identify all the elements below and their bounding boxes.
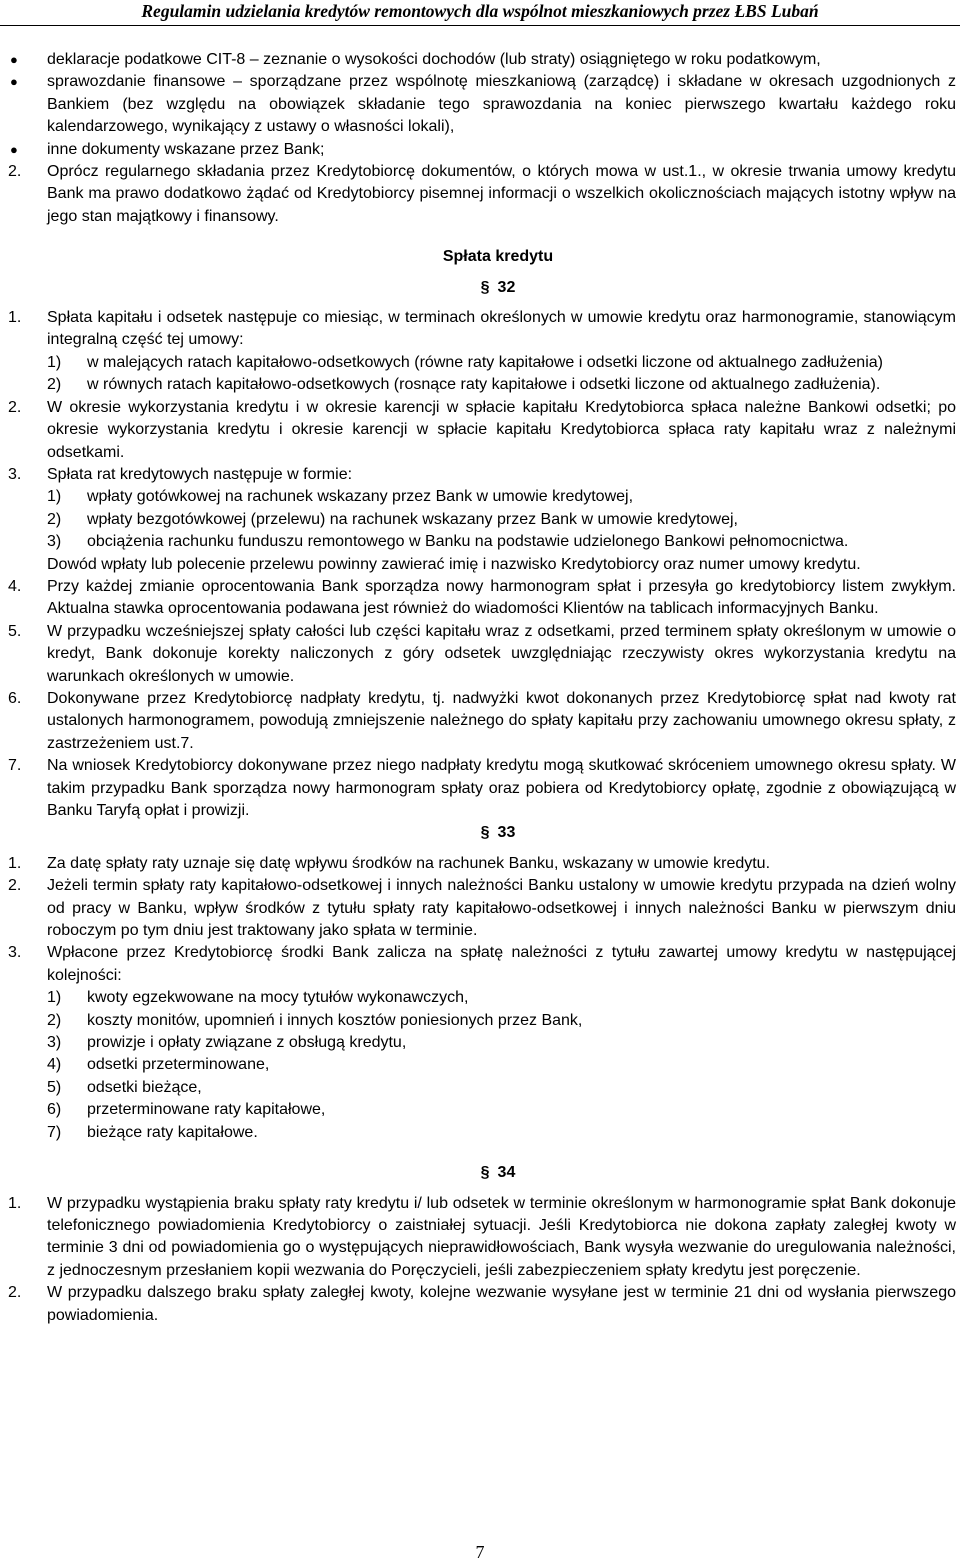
item-marker: 2. <box>8 1284 22 1302</box>
sub-item <box>0 1010 956 1032</box>
numbered-item <box>0 464 956 486</box>
section-sign-icon: § <box>480 278 490 296</box>
sub-item <box>0 1122 956 1144</box>
bullet-icon: ● <box>10 52 18 67</box>
item-text: Spłata rat kredytowych następuje w formie: <box>47 465 353 483</box>
sub-item-marker: 2) <box>47 376 62 394</box>
item-text: Za datę spłaty raty uznaje się datę wpływu środków na rachunek Banku, wskazany w umowie kredytu. <box>47 854 771 872</box>
bullet-icon: ● <box>10 74 18 90</box>
numbered-item <box>0 875 956 942</box>
numbered-item <box>0 755 956 822</box>
item-text: W przypadku wcześniejszej spłaty całości lub części kapitału wraz z odsetkami, przed terminem spłaty określonym w umowie o kredyt, Bank dokonuje korekty naliczonych z góry odsetek uwzględniając rzeczywisty okres wykorzystania kredytu na warunkach określonych w umowie. <box>47 622 956 685</box>
bullet-item <box>0 139 956 161</box>
section-sign-icon: § <box>480 824 490 842</box>
numbered-item <box>0 1282 956 1327</box>
item-marker: 2. <box>8 877 22 895</box>
item-marker: 3. <box>8 465 22 483</box>
sub-item-marker: 2) <box>47 1011 62 1029</box>
numbered-item <box>0 688 956 755</box>
numbered-item <box>0 853 956 875</box>
numbered-item <box>0 1193 956 1283</box>
bullet-text: deklaracje podatkowe CIT-8 – zeznanie o wysokości dochodów (lub straty) osiągniętego w roku podatkowym, <box>47 51 821 68</box>
item-marker: 7. <box>8 757 22 775</box>
sub-item <box>0 531 956 553</box>
section-sign-icon: § <box>480 1164 490 1182</box>
paragraph-number: 32 <box>497 278 516 296</box>
item-marker: 3. <box>8 944 22 962</box>
sub-item-marker: 1) <box>47 989 62 1007</box>
sub-item <box>0 1077 956 1099</box>
item-marker: 1. <box>8 309 22 327</box>
sub-item <box>0 374 956 396</box>
document-header <box>0 0 960 26</box>
item-text: Spłata kapitału i odsetek następuje co miesiąc, w terminach określonych w umowie kredytu oraz harmonogramie, stanowiącym integralną część tej umowy: <box>47 309 956 349</box>
sub-item-marker: 1) <box>47 353 62 371</box>
item-note: Dowód wpłaty lub polecenie przelewu powinny zawierać imię i nazwisko Kredytobiorcy oraz numer umowy kredytu. <box>47 555 861 573</box>
item-marker: 1. <box>8 854 22 872</box>
sub-item-text: koszty monitów, upomnień i innych kosztów poniesionych przez Bank, <box>87 1011 583 1029</box>
sub-item-marker: 5) <box>47 1078 62 1096</box>
sub-item <box>0 1099 956 1121</box>
sub-item <box>0 352 956 374</box>
paragraph-number-33 <box>0 822 956 844</box>
sub-item-text: kwoty egzekwowane na mocy tytułów wykonawczych, <box>87 989 469 1007</box>
numbered-item <box>0 942 956 987</box>
paragraph-number-34 <box>0 1162 956 1184</box>
item-marker: 5. <box>8 622 22 640</box>
numbered-item <box>0 161 956 228</box>
sub-item-marker: 6) <box>47 1101 62 1119</box>
section-title: Spłata kredytu <box>442 248 554 266</box>
paragraph-number: 33 <box>497 824 516 842</box>
sub-item-text: w malejących ratach kapitałowo-odsetkowych (równe raty kapitałowe i odsetki liczone od aktualnego zadłużenia) <box>87 353 883 371</box>
document-body <box>0 49 956 1327</box>
item-text: Przy każdej zmianie oprocentowania Bank sporządza nowy harmonogram spłat i przesyła go kredytobiorcy listem zwykłym. Aktualna stawka oprocentowania podawana jest również do wiadomości Klientów na tablicach informacyjnych Banku. <box>47 577 956 618</box>
item-marker: 6. <box>8 689 22 707</box>
sub-item-text: bieżące raty kapitałowe. <box>87 1123 258 1141</box>
item-text: Oprócz regularnego składania przez Kredytobiorcę dokumentów, o których mowa w ust.1., w okresie trwania umowy kredytu Bank ma prawo dodatkowo żądać od Kredytobiorcy pisemnej informacji o wszelkich okolicznościach mających istotny wpływ na jego stan majątkowy i finansowy. <box>47 163 956 225</box>
sub-item-marker: 3) <box>47 533 62 551</box>
sub-item-text: prowizje i opłaty związane z obsługą kredytu, <box>87 1034 407 1052</box>
paragraph-number: 34 <box>497 1164 516 1182</box>
sub-item-marker: 4) <box>47 1056 62 1074</box>
sub-item-marker: 3) <box>47 1034 62 1052</box>
item-marker: 1. <box>8 1194 22 1212</box>
sub-item-text: wpłaty gotówkowej na rachunek wskazany przez Bank w umowie kredytowej, <box>87 488 634 506</box>
numbered-item <box>0 307 956 352</box>
numbered-item <box>0 576 956 621</box>
sub-item-marker: 7) <box>47 1123 62 1141</box>
sub-item-text: obciążenia rachunku funduszu remontowego w Banku na podstawie udzielonego Bankowi pełnomocnictwa. <box>87 533 849 551</box>
bullet-text: inne dokumenty wskazane przez Bank; <box>47 140 325 158</box>
item-marker: 4. <box>8 577 22 595</box>
header-title: Regulamin udzielania kredytów remontowych dla wspólnot mieszkaniowych przez ŁBS Lubań <box>141 1 819 21</box>
item-marker: 2. <box>8 398 22 416</box>
item-text: W przypadku wystąpienia braku spłaty raty kredytu i/ lub odsetek w terminie określonym w harmonogramie spłat Bank dokonuje telefonicznego powiadomienia Kredytobiorcy o zaistniałej sytuacji. Jeśli Kredytobiorca nie dokona zapłaty zaległej kwoty w terminie 3 dni od powiadomienia go o występujących nieprawidłowościach, Bank wysyła wezwanie do uregulowania należności, z jednoczesnym przesłaniem kopii wezwania do Poręczycieli, jeśli zabezpieczeniem spłaty kredytu jest poręczenie. <box>47 1194 956 1279</box>
item-text: W okresie wykorzystania kredytu i w okresie karencji w spłacie kapitału Kredytobiorca spłaca należne Bankowi odsetki; po okresie wykorzystania kredytu i okresie karencji w spłacie kapitału Kredytobiorca spłaca raty kapitału wraz z należnymi odsetkami. <box>47 398 956 461</box>
numbered-item <box>0 397 956 464</box>
sub-item <box>0 1054 956 1076</box>
sub-item <box>0 509 956 531</box>
sub-item-text: przeterminowane raty kapitałowe, <box>87 1101 326 1119</box>
sub-item-marker: 2) <box>47 510 62 528</box>
item-text: Dokonywane przez Kredytobiorcę nadpłaty kredytu, tj. nadwyżki kwot dokonanych przez Kredytobiorcę spłat nad kwoty rat ustalonych harmonogramem, powodują zmniejszenie należnego do spłaty kapitału przy zachowaniu umownego okresu spłaty, z zastrzeżeniem ust.7. <box>47 689 956 752</box>
bullet-item <box>0 49 956 71</box>
bullet-text: sprawozdanie finansowe – sporządzane przez wspólnotę mieszkaniową (zarządcę) i składane w okresach uzgodnionych z Bankiem (bez względu na obowiązek składanie tego sprawozdania na koniec pierwszego kwartału każdego roku kalendarzowego, wynikający z ustawy o własności lokali), <box>47 73 956 136</box>
header-rule <box>0 25 960 26</box>
sub-item-text: odsetki bieżące, <box>87 1078 202 1096</box>
bullet-icon: ● <box>10 141 18 157</box>
item-text: W przypadku dalszego braku spłaty zaległej kwoty, kolejne wezwanie wysyłane jest w terminie 21 dni od wysłania pierwszego powiadomienia. <box>47 1284 956 1324</box>
page-footer <box>0 1542 960 1562</box>
sub-item <box>0 987 956 1009</box>
paragraph-number-32 <box>0 277 956 299</box>
sub-item-marker: 1) <box>47 488 62 506</box>
sub-item <box>0 1032 956 1054</box>
page-number: 7 <box>475 1542 485 1562</box>
numbered-item <box>0 621 956 688</box>
sub-item-text: w równych ratach kapitałowo-odsetkowych (rosnące raty kapitałowe i odsetki liczone od aktualnego zadłużenia). <box>87 376 881 394</box>
sub-item <box>0 486 956 508</box>
sub-item-text: wpłaty bezgotówkowej (przelewu) na rachunek wskazany przez Bank w umowie kredytowej, <box>87 510 738 528</box>
item-text: Wpłacone przez Kredytobiorcę środki Bank zalicza na spłatę należności z tytułu zawartej umowy kredytu w następującej kolejności: <box>47 944 956 984</box>
sub-item-text: odsetki przeterminowane, <box>87 1056 270 1074</box>
item-text: Jeżeli termin spłaty raty kapitałowo-odsetkowej i innych należności Banku ustalony w umowie kredytu przypada na dzień wolny od pracy w Banku, wpływ środków z tytułu spłaty raty kapitałowo-odsetkowej i innych należności Banku w pierwszym dniu roboczym po tym dniu jest traktowany jako spłata w terminie. <box>47 877 956 940</box>
item-text: Na wniosek Kredytobiorcy dokonywane przez niego nadpłaty kredytu mogą skutkować skróceniem umownego okresu spłaty. W takim przypadku Bank sporządza nowy harmonogram spłaty oraz pobiera od Kredytobiorcy opłatę, zgodnie z obowiązującą w Banku Taryfą opłat i prowizji. <box>47 757 956 819</box>
bullet-item <box>0 71 956 138</box>
item-marker: 2. <box>8 163 22 181</box>
